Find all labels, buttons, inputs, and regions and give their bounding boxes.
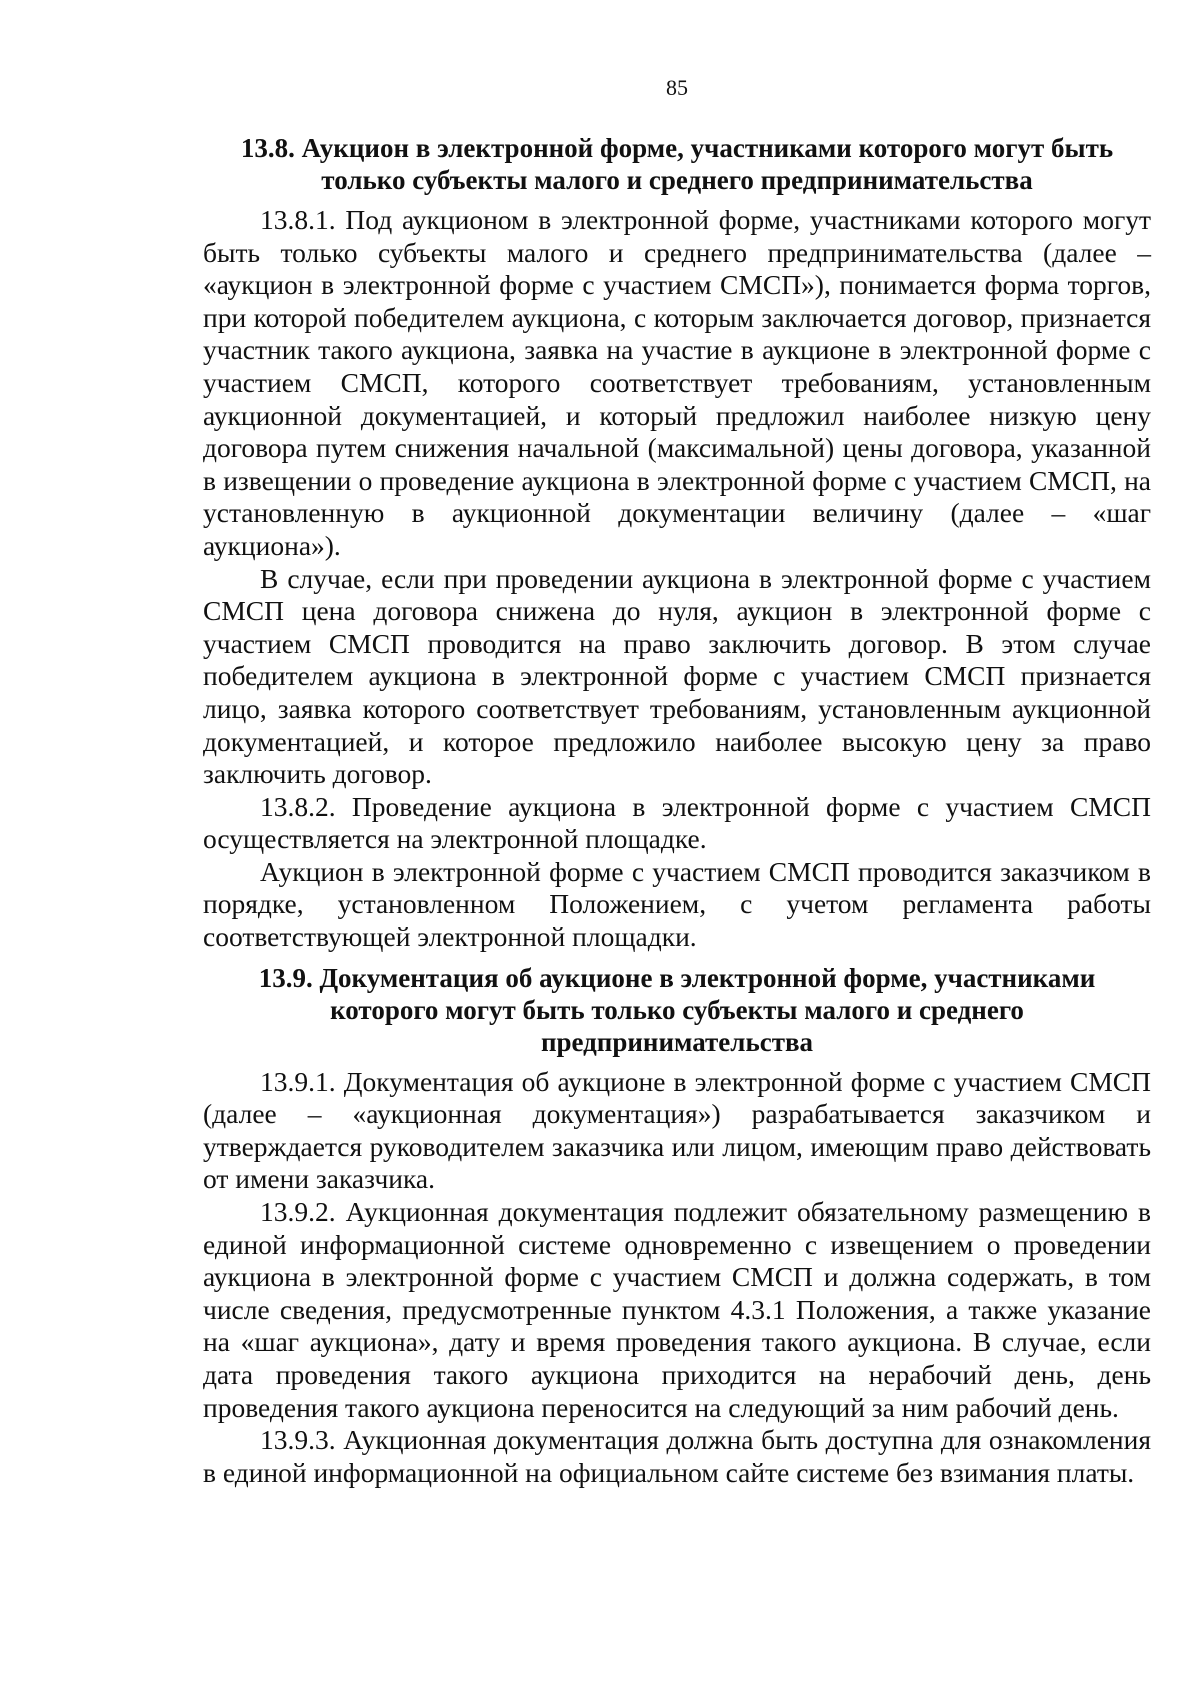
section-13-9-heading: [203, 962, 1151, 1058]
paragraph-13-8-2-procedure: Аукцион в электронной форме с участием СМСП проводится заказчиком в порядке, установленном Положением, с учетом регламента работы соответствующей электронной площадки.: [203, 855, 1151, 953]
section-13-8-heading-line-2: только субъекты малого и среднего предпринимательства: [321, 165, 1033, 195]
section-13-9-heading-line-1: 13.9. Документация об аукционе в электронной форме, участниками: [258, 962, 1096, 993]
page-number: 85: [666, 75, 688, 100]
page-content: [203, 132, 1151, 1489]
paragraph-13-8-1: 13.8.1. Под аукционом в электронной форме, участниками которого могут быть только субъекты малого и среднего предпринимательства (далее – «аукцион в электронной форме с участием СМСП»), понимается форма торгов, при которой победителем аукциона, с которым заключается договор, признается участник такого аукциона, заявка на участие в аукционе в электронной форме с участием СМСП, которого соответствует требованиям, установленным аукционной документацией, и который предложил наиболее низкую цену договора путем снижения начальной (максимальной) цены договора, указанной в извещении о проведение аукциона в электронной форме с участием СМСП, на установленную в аукционной документации величину (далее – «шаг аукциона»).: [203, 204, 1151, 561]
paragraph-13-9-3: 13.9.3. Аукционная документация должна быть доступна для ознакомления в единой информационной на официальном сайте системе без взимания платы.: [203, 1424, 1151, 1488]
section-13-8-heading-line-1: 13.8. Аукцион в электронной форме, участниками которого могут быть: [240, 133, 1114, 163]
paragraph-13-8-2: 13.8.2. Проведение аукциона в электронной форме с участием СМСП осуществляется на электронной площадке.: [203, 790, 1151, 855]
paragraph-13-9-1: 13.9.1. Документация об аукционе в электронной форме с участием СМСП (далее – «аукционная документация») разрабатывается заказчиком и утверждается руководителем заказчика или лицом, имеющим право действовать от имени заказчика.: [203, 1065, 1151, 1195]
section-13-8-heading: [203, 132, 1151, 196]
section-13-9-heading-line-3: предпринимательства: [540, 1026, 814, 1057]
section-13-9-heading-line-2: которого могут быть только субъекты малого и среднего: [330, 994, 1024, 1025]
paragraph-13-9-2: 13.9.2. Аукционная документация подлежит обязательному размещению в единой информационной системе одновременно с извещением о проведении аукциона в электронной форме с участием СМСП и должна содержать, в том числе сведения, предусмотренные пунктом 4.3.1 Положения, а также указание на «шаг аукциона», дату и время проведения такого аукциона. В случае, если дата проведения такого аукциона приходится на нерабочий день, день проведения такого аукциона переносится на следующий за ним рабочий день.: [203, 1196, 1151, 1423]
paragraph-13-8-1-zero-price: В случае, если при проведении аукциона в электронной форме с участием СМСП цена договора снижена до нуля, аукцион в электронной форме с участием СМСП проводится на право заключить договор. В этом случае победителем аукциона в электронной форме с участием СМСП признается лицо, заявка которого соответствует требованиям, установленным аукционной документацией, и которое предложило наиболее высокую цену за право заключить договор.: [203, 562, 1151, 790]
